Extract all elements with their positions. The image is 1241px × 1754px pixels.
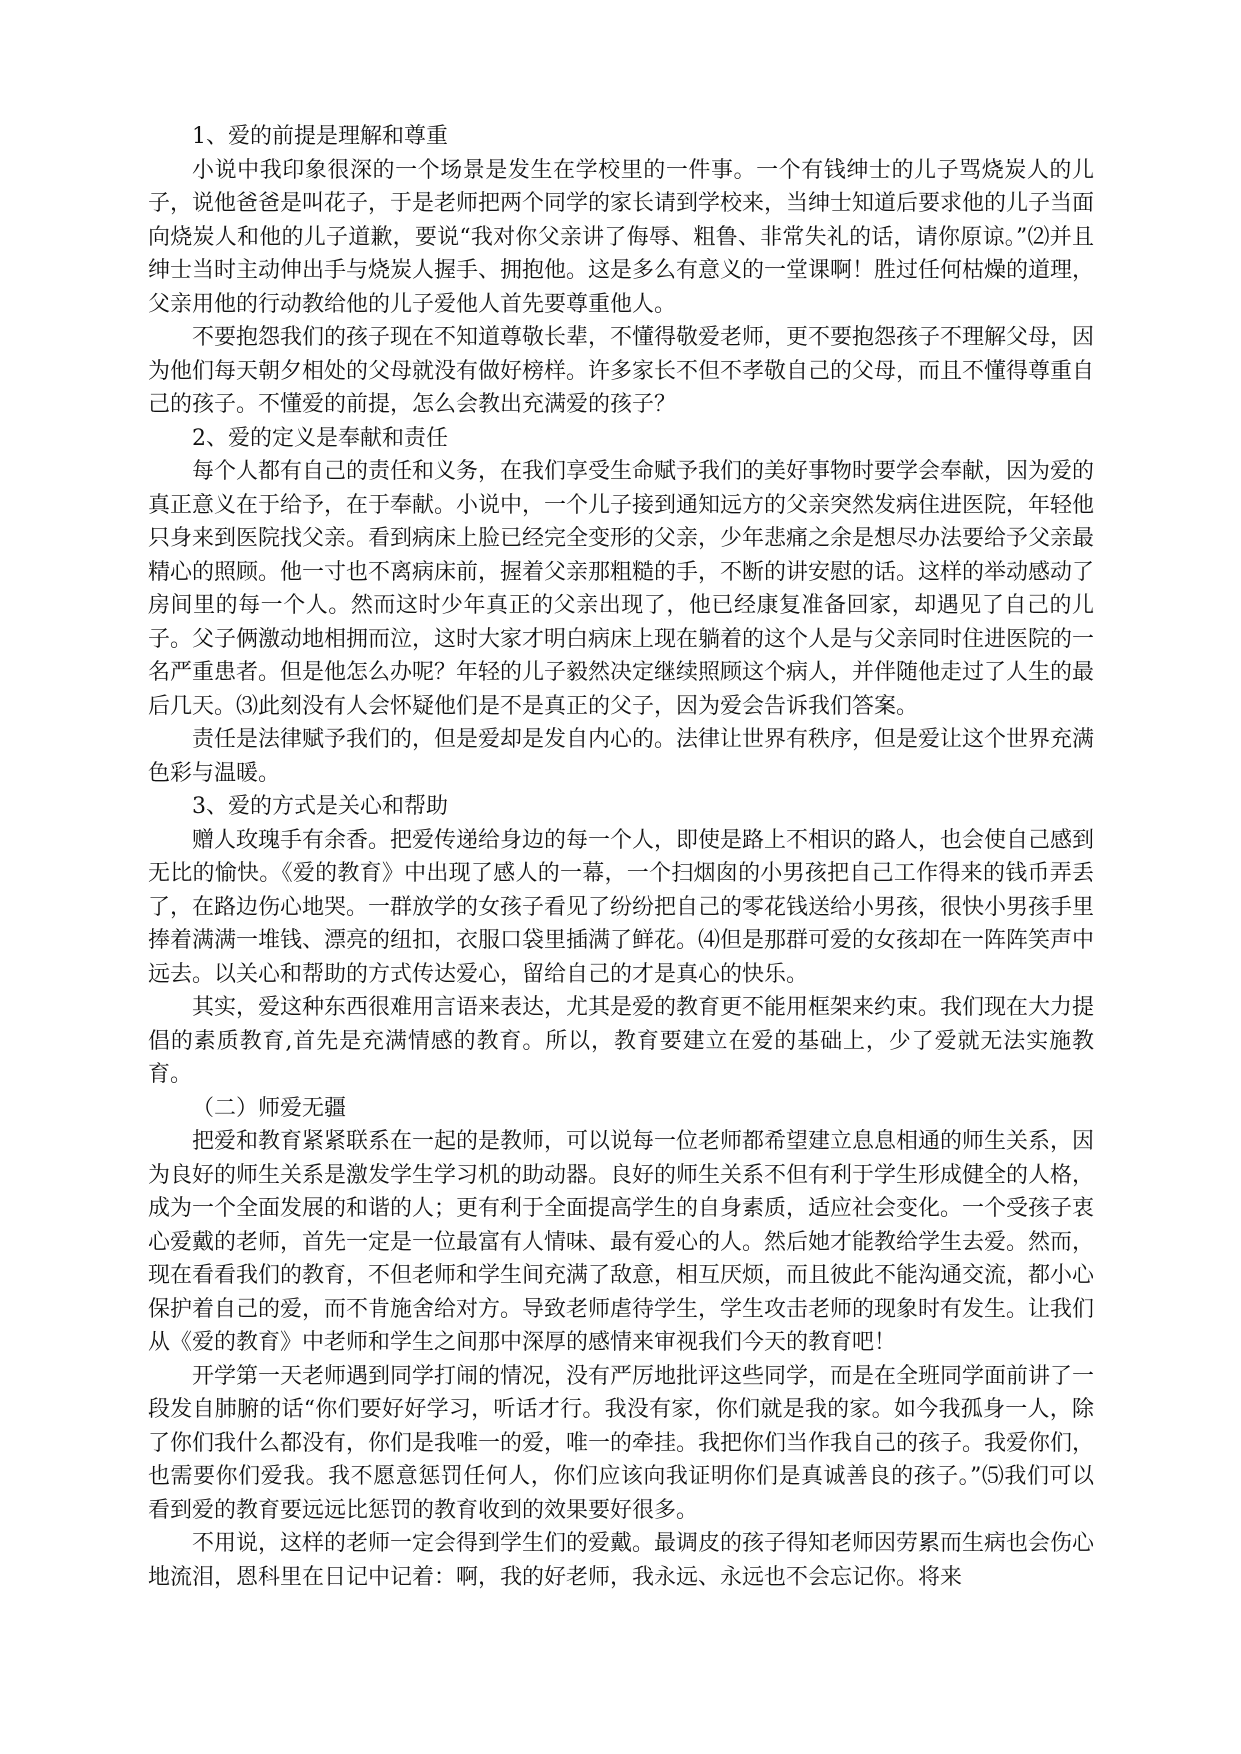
section-heading-2: 2、爱的定义是奉献和责任	[192, 425, 448, 451]
section-heading-3: 3、爱的方式是关心和帮助	[192, 794, 448, 819]
body-paragraph: 赠人玫瑰手有余香。把爱传递给身边的每一个人，即使是路上不相识的路人，也会使自己感到无比的愉快。《爱的教育》中出现了感人的一幕，一个扫烟囱的小男孩把自己工作得来的钱币弄丢了，在路边伤心地哭。一群放学的女孩子看见了纷纷把自己的零花钱送给小男孩，很快小男孩手里捧着满满一堆钱、漂亮的纽扣，衣服口袋里插满了鲜花。⑷但是那群可爱的女孩却在一阵阵笑声中远去。以关心和帮助的方式传达爱心，留给自己的才是真心的快乐。	[148, 827, 1095, 987]
body-paragraph: 不要抱怨我们的孩子现在不知道尊敬长辈，不懂得敬爱老师，更不要抱怨孩子不理解父母，因为他们每天朝夕相处的父母就没有做好榜样。许多家长不但不孝敬自己的父母，而且不懂得尊重自己的孩子。不懂爱的前提，怎么会教出充满爱的孩子？	[148, 325, 1095, 417]
document-body	[148, 120, 1094, 1594]
section-heading-1: 1、爱的前提是理解和尊重	[192, 124, 448, 149]
body-paragraph: 把爱和教育紧紧联系在一起的是教师，可以说每一位老师都希望建立息息相通的师生关系，因为良好的师生关系是激发学生学习机的助动器。良好的师生关系不但有利于学生形成健全的人格，成为一个全面发展的和谐的人；更有利于全面提高学生的自身素质，适应社会变化。一个受孩子衷心爱戴的老师，首先一定是一位最富有人情味、最有爱心的人。然后她才能教给学生去爱。然而，现在看看我们的教育，不但老师和学生间充满了敌意，相互厌烦，而且彼此不能沟通交流，都小心保护着自己的爱，而不肯施舍给对方。导致老师虐待学生，学生攻击老师的现象时有发生。让我们从《爱的教育》中老师和学生之间那中深厚的感情来审视我们今天的教育吧！	[148, 1129, 1095, 1355]
body-paragraph: 开学第一天老师遇到同学打闹的情况，没有严厉地批评这些同学，而是在全班同学面前讲了一段发自肺腑的话“你们要好好学习，听话才行。我没有家，你们就是我的家。如今我孤身一人，除了你们我什么都没有，你们是我唯一的爱，唯一的牵挂。我把你们当作我自己的孩子。我爱你们，也需要你们爱我。我不愿意惩罚任何人，你们应该向我证明你们是真诚善良的孩子。”⑸我们可以看到爱的教育要远远比惩罚的教育收到的效果要好很多。	[148, 1363, 1095, 1523]
body-paragraph: 责任是法律赋予我们的，但是爱却是发自内心的。法律让世界有秩序，但是爱让这个世界充满色彩与温暖。	[148, 727, 1095, 786]
body-paragraph: 每个人都有自己的责任和义务，在我们享受生命赋予我们的美好事物时要学会奉献，因为爱的真正意义在于给予，在于奉献。小说中，一个儿子接到通知远方的父亲突然发病住进医院，年轻他只身来到医院找父亲。看到病床上脸已经完全变形的父亲，少年悲痛之余是想尽办法要给予父亲最精心的照顾。他一寸也不离病床前，握着父亲那粗糙的手，不断的讲安慰的话。这样的举动感动了房间里的每一个人。然而这时少年真正的父亲出现了，他已经康复准备回家，却遇见了自己的儿子。父子俩激动地相拥而泣，这时大家才明白病床上现在躺着的这个人是与父亲同时住进医院的一名严重患者。但是他怎么办呢？年轻的儿子毅然决定继续照顾这个病人，并伴随他走过了人生的最后几天。⑶此刻没有人会怀疑他们是不是真正的父子，因为爱会告诉我们答案。	[148, 459, 1095, 719]
section-heading-teacher-love: （二）师爱无疆	[192, 1095, 347, 1121]
body-paragraph: 其实，爱这种东西很难用言语来表达，尤其是爱的教育更不能用框架来约束。我们现在大力提倡的素质教育,首先是充满情感的教育。所以，教育要建立在爱的基础上，少了爱就无法实施教育。	[148, 995, 1095, 1087]
body-paragraph: 小说中我印象很深的一个场景是发生在学校里的一件事。一个有钱绅士的儿子骂烧炭人的儿子，说他爸爸是叫花子，于是老师把两个同学的家长请到学校来，当绅士知道后要求他的儿子当面向烧炭人和他的儿子道歉，要说“我对你父亲讲了侮辱、粗鲁、非常失礼的话，请你原谅。”⑵并且绅士当时主动伸出手与烧炭人握手、拥抱他。这是多么有意义的一堂课啊！胜过任何枯燥的道理，父亲用他的行动教给他的儿子爱他人首先要尊重他人。	[148, 157, 1095, 317]
body-paragraph: 不用说，这样的老师一定会得到学生们的爱戴。最调皮的孩子得知老师因劳累而生病也会伤心地流泪，恩科里在日记中记着：啊，我的好老师，我永远、永远也不会忘记你。将来	[148, 1531, 1095, 1590]
